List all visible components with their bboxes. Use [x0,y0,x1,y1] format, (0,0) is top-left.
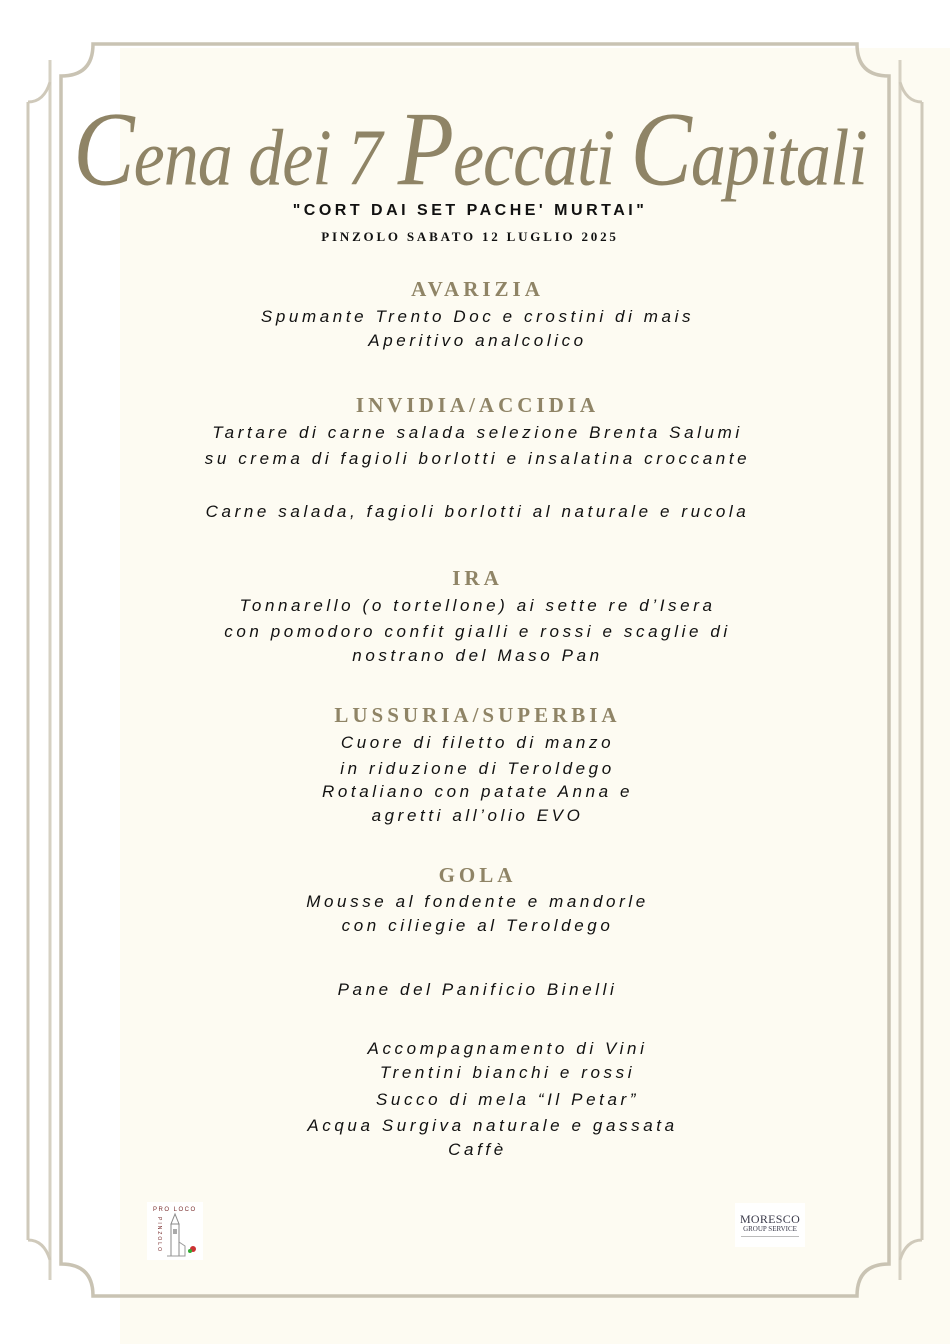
section-heading: INVIDIA/ACCIDIA [355,393,600,417]
menu-title: Cena dei 7 Peccati Capitali [73,90,867,208]
menu-line: Aperitivo analcolico [368,331,587,350]
event-date-location: PINZOLO SABATO 12 LUGLIO 2025 [321,229,619,244]
extras-line: Accompagnamento di Vini [367,1039,648,1058]
extras-line: Succo di mela “Il Petar” [375,1090,640,1109]
extras-line: Acqua Surgiva naturale e gassata [307,1116,678,1135]
section-heading: IRA [452,566,503,590]
menu-line: su crema di fagioli borlotti e insalatina croccante [204,449,751,468]
menu-line: Spumante Trento Doc e crostini di mais [260,307,695,326]
menu-line: in riduzione di Teroldego [340,759,615,778]
pro-loco-logo [147,1202,203,1260]
extras-line: Trentini bianchi e rossi [379,1063,636,1082]
menu-line: Tartare di carne salada selezione Brenta Salumi [212,423,743,442]
section-heading: LUSSURIA/SUPERBIA [334,703,621,727]
moresco-logo [735,1203,805,1247]
menu-line: Mousse al fondente e mandorle [306,892,649,911]
moresco-logo-rule [741,1236,799,1237]
event-subtitle: "CORT DAI SET PACHE' MURTAI" [292,202,648,219]
extras-line: Caffè [448,1140,507,1159]
moresco-brand-text: MORESCO [739,1212,801,1226]
bell-tower-icon [147,1202,203,1260]
bread-line: Pane del Panificio Binelli [337,980,618,999]
menu-line: Rotaliano con patate Anna e [321,782,634,801]
moresco-tagline-text: GROUP SERVICE [743,1225,797,1233]
menu-line: con ciliegie al Teroldego [341,916,614,935]
section-heading: AVARIZIA [411,277,544,301]
menu-line: nostrano del Maso Pan [352,646,603,665]
pro-loco-logo-text: PRO LOCO [153,1207,197,1213]
section-heading: GOLA [438,863,517,887]
menu-line: Cuore di filetto di manzo [340,733,615,752]
menu-line: Tonnarello (o tortellone) ai sette re d’Isera [239,596,716,615]
pro-loco-logo-side-text: PINZOLO [155,1217,162,1253]
menu-line: Carne salada, fagioli borlotti al naturale e rucola [205,502,750,521]
menu-line: con pomodoro confit gialli e rossi e scaglie di [224,622,731,641]
menu-line: agretti all’olio EVO [371,806,584,825]
